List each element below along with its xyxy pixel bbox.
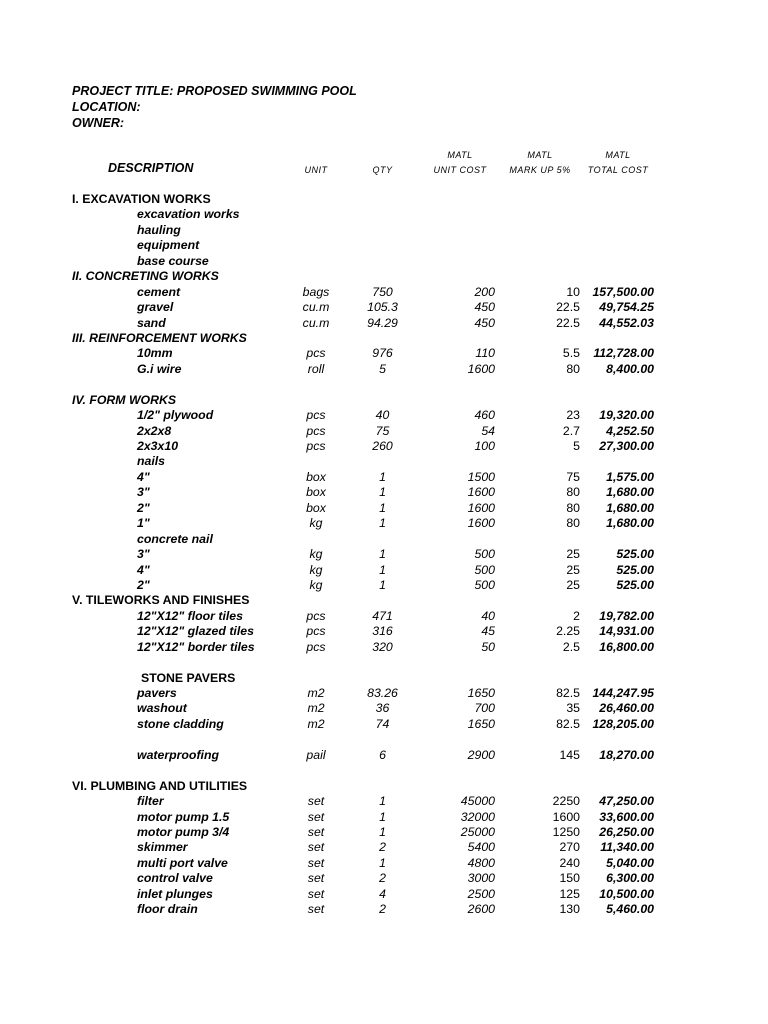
item-unit: set: [307, 855, 325, 870]
item-unit-cost: 700: [474, 701, 495, 716]
item-quantity: 1: [379, 500, 386, 515]
item-total-cost: 11,340.00: [600, 840, 654, 855]
table-row: [0, 686, 768, 701]
item-unit-cost: 32000: [460, 809, 495, 824]
item-total-cost: 5,040.00: [606, 855, 654, 870]
item-unit-cost: 45000: [460, 794, 495, 809]
column-header-total: TOTAL COST: [587, 165, 649, 175]
item-markup: 2250: [552, 794, 580, 809]
item-unit-cost: 500: [474, 562, 495, 577]
item-quantity: 6: [379, 747, 386, 762]
item-description: 2x2x8: [137, 423, 172, 438]
item-markup: 23: [566, 408, 580, 423]
item-description: 12"X12" border tiles: [137, 639, 255, 654]
item-description: IV. FORM WORKS: [72, 392, 177, 407]
item-description: concrete nail: [137, 531, 213, 546]
item-description: filter: [137, 794, 164, 809]
item-markup: 80: [566, 500, 580, 515]
item-markup: 25: [566, 577, 580, 592]
item-unit: box: [306, 485, 326, 500]
item-unit-cost: 2900: [467, 747, 495, 762]
item-total-cost: 10,500.00: [599, 886, 654, 901]
section-heading-row: [0, 269, 768, 284]
item-markup: 150: [559, 871, 580, 886]
item-markup: 5.5: [562, 346, 580, 361]
section-heading-row: [0, 192, 768, 207]
column-header-unit-cost-top: MATL: [447, 150, 473, 160]
item-markup: 1250: [552, 824, 580, 839]
table-row: [0, 825, 768, 840]
item-quantity: 2: [379, 902, 386, 917]
column-header-markup-top: MATL: [527, 150, 553, 160]
item-unit: set: [307, 871, 325, 886]
item-quantity: 2: [379, 840, 386, 855]
table-row: [0, 810, 768, 825]
item-description: 2": [137, 577, 150, 592]
owner-label: OWNER:: [72, 116, 125, 130]
item-unit: m2: [307, 686, 325, 700]
table-row: [0, 316, 768, 331]
item-markup: 125: [559, 886, 580, 901]
item-description: 12"X12" glazed tiles: [137, 624, 254, 639]
item-markup: 82.5: [556, 686, 580, 700]
item-description: I. EXCAVATION WORKS: [72, 192, 211, 206]
item-markup: 2.7: [562, 423, 580, 438]
item-quantity: 1: [379, 469, 386, 484]
item-total-cost: 1,680.00: [606, 485, 654, 500]
table-row: [0, 362, 768, 377]
item-total-cost: 157,500.00: [592, 284, 654, 299]
item-quantity: 1: [379, 516, 386, 531]
item-unit: pcs: [306, 346, 326, 361]
table-row: [0, 424, 768, 439]
item-quantity: 94.29: [367, 315, 398, 330]
item-description: VI. PLUMBING AND UTILITIES: [72, 778, 248, 793]
item-total-cost: 49,754.25: [599, 300, 654, 315]
table-row: [0, 501, 768, 516]
item-unit-cost: 100: [474, 439, 495, 453]
table-row: [0, 346, 768, 361]
blank-row: [0, 655, 768, 670]
column-header-unit: UNIT: [304, 165, 328, 175]
item-markup: 25: [566, 547, 580, 562]
table-row: [0, 439, 768, 454]
project-title: PROJECT TITLE: PROPOSED SWIMMING POOL: [72, 84, 357, 98]
item-total-cost: 19,320.00: [599, 408, 654, 423]
item-total-cost: 1,680.00: [606, 500, 654, 515]
item-quantity: 471: [372, 608, 393, 623]
item-description: 2": [137, 500, 150, 515]
item-unit: pail: [306, 747, 326, 762]
item-unit-cost: 3000: [467, 871, 495, 886]
item-total-cost: 112,728.00: [593, 346, 654, 361]
item-unit: pcs: [306, 639, 326, 654]
item-unit-cost: 25000: [460, 824, 495, 839]
item-total-cost: 18,270.00: [599, 747, 654, 762]
item-total-cost: 525.00: [616, 547, 654, 562]
item-markup: 80: [566, 361, 580, 376]
item-unit: set: [307, 902, 325, 917]
item-unit: kg: [309, 516, 323, 531]
section-heading-row: [0, 393, 768, 408]
item-description: 4": [137, 562, 150, 577]
table-row: [0, 238, 768, 253]
table-row: [0, 887, 768, 902]
item-unit: bags: [302, 284, 330, 299]
item-description: pavers: [137, 686, 177, 700]
item-description: G.i wire: [137, 361, 182, 376]
item-markup: 2.25: [556, 624, 580, 639]
item-unit-cost: 450: [474, 315, 495, 330]
table-row: [0, 254, 768, 269]
section-heading-row: [0, 779, 768, 794]
item-markup: 270: [559, 840, 580, 855]
table-row: [0, 624, 768, 639]
item-description: gravel: [137, 300, 174, 315]
item-unit-cost: 500: [474, 577, 495, 592]
item-unit-cost: 1500: [467, 469, 495, 484]
item-description: multi port valve: [137, 855, 228, 870]
item-total-cost: 144,247.95: [592, 686, 654, 700]
item-description: V. TILEWORKS AND FINISHES: [72, 593, 250, 608]
item-markup: 5: [573, 439, 580, 453]
item-description: II. CONCRETING WORKS: [72, 269, 219, 284]
item-total-cost: 16,800.00: [599, 639, 654, 654]
item-unit-cost: 1600: [467, 516, 495, 531]
item-unit: box: [306, 469, 326, 484]
item-description: 1/2" plywood: [137, 408, 214, 423]
column-header-qty: QTY: [372, 165, 393, 175]
item-unit: pcs: [306, 408, 326, 423]
item-total-cost: 44,552.03: [599, 315, 654, 330]
item-quantity: 1: [379, 547, 386, 562]
item-unit-cost: 40: [481, 608, 495, 623]
item-description: 2x3x10: [137, 439, 179, 453]
item-unit: set: [307, 794, 325, 809]
item-description: waterproofing: [137, 747, 219, 762]
item-description: 3": [137, 485, 150, 500]
item-total-cost: 5,460.00: [606, 902, 654, 917]
location-label: LOCATION:: [72, 100, 141, 114]
table-row: [0, 578, 768, 593]
item-markup: 80: [566, 516, 580, 531]
item-unit: kg: [309, 577, 323, 592]
item-description: hauling: [137, 222, 181, 237]
item-quantity: 976: [372, 346, 393, 361]
item-description: STONE PAVERS: [141, 670, 236, 685]
table-row: [0, 485, 768, 500]
item-total-cost: 14,931.00: [599, 624, 654, 639]
item-total-cost: 1,575.00: [606, 469, 654, 484]
section-heading-row: [0, 593, 768, 608]
item-quantity: 4: [379, 886, 386, 901]
item-unit-cost: 460: [474, 408, 495, 423]
column-header-total-top: MATL: [605, 150, 631, 160]
item-description: 1": [137, 516, 150, 531]
item-quantity: 40: [375, 408, 390, 423]
item-unit: cu.m: [302, 315, 330, 330]
item-quantity: 1: [379, 794, 386, 809]
table-row: [0, 748, 768, 763]
item-markup: 82.5: [556, 716, 580, 731]
item-unit-cost: 200: [474, 284, 495, 299]
item-quantity: 2: [379, 871, 386, 886]
item-quantity: 1: [379, 855, 386, 870]
item-description: skimmer: [137, 840, 188, 855]
item-description: 12"X12" floor tiles: [137, 608, 243, 623]
table-row: [0, 671, 768, 686]
table-row: [0, 902, 768, 917]
item-description: nails: [137, 454, 166, 469]
item-unit: set: [307, 824, 325, 839]
item-total-cost: 26,460.00: [599, 701, 654, 716]
item-total-cost: 525.00: [616, 577, 654, 592]
item-description: floor drain: [137, 902, 198, 917]
item-quantity: 316: [372, 624, 393, 639]
item-quantity: 1: [379, 562, 386, 577]
item-total-cost: 1,680.00: [606, 516, 654, 531]
table-row: [0, 794, 768, 809]
item-total-cost: 26,250.00: [599, 824, 654, 839]
column-header-unit-cost: UNIT COST: [433, 165, 487, 175]
item-unit-cost: 4800: [467, 855, 495, 870]
item-unit-cost: 500: [474, 547, 495, 562]
item-unit-cost: 1650: [467, 686, 495, 700]
item-markup: 22.5: [556, 300, 580, 315]
blank-row: [0, 763, 768, 778]
item-total-cost: 128,205.00: [592, 716, 654, 731]
item-description: cement: [137, 284, 181, 299]
table-row: [0, 856, 768, 871]
item-description: motor pump 3/4: [137, 824, 230, 839]
item-unit-cost: 1600: [467, 361, 495, 376]
item-total-cost: 47,250.00: [599, 794, 654, 809]
item-unit: pcs: [306, 423, 326, 438]
item-quantity: 105.3: [367, 300, 398, 315]
item-description: sand: [137, 315, 166, 330]
table-row: [0, 563, 768, 578]
item-unit-cost: 2600: [467, 902, 495, 917]
item-description: 4": [137, 469, 150, 484]
item-total-cost: 4,252.50: [606, 423, 654, 438]
item-markup: 130: [559, 902, 580, 917]
item-unit-cost: 450: [474, 300, 495, 315]
item-total-cost: 19,782.00: [599, 608, 654, 623]
table-row: [0, 470, 768, 485]
item-markup: 145: [559, 747, 580, 762]
item-markup: 25: [566, 562, 580, 577]
item-total-cost: 27,300.00: [599, 439, 654, 453]
table-row: [0, 640, 768, 655]
table-row: [0, 223, 768, 238]
item-unit: set: [307, 840, 325, 855]
column-header-description: DESCRIPTION: [108, 161, 194, 175]
item-description: control valve: [137, 871, 213, 886]
item-unit: box: [306, 500, 326, 515]
item-markup: 75: [566, 469, 580, 484]
item-unit-cost: 110: [475, 346, 495, 361]
table-row: [0, 871, 768, 886]
item-unit: kg: [309, 562, 323, 577]
table-row: [0, 516, 768, 531]
estimate-table-body: [0, 192, 768, 918]
item-unit: m2: [307, 701, 325, 716]
item-total-cost: 33,600.00: [599, 809, 654, 824]
item-quantity: 1: [379, 809, 386, 824]
item-description: base course: [137, 253, 209, 268]
item-markup: 1600: [552, 809, 580, 824]
item-description: excavation works: [137, 207, 240, 222]
item-quantity: 5: [379, 361, 386, 376]
item-description: washout: [137, 701, 187, 716]
item-unit: set: [307, 886, 325, 901]
item-quantity: 74: [375, 716, 390, 731]
item-quantity: 75: [375, 423, 390, 438]
item-unit: roll: [307, 361, 325, 376]
table-row: [0, 547, 768, 562]
item-total-cost: 8,400.00: [606, 361, 654, 376]
table-row: [0, 532, 768, 547]
item-unit: pcs: [306, 439, 326, 453]
item-description: inlet plunges: [137, 886, 213, 901]
item-total-cost: 6,300.00: [606, 871, 654, 886]
item-description: equipment: [137, 238, 200, 253]
item-description: III. REINFORCEMENT WORKS: [72, 330, 247, 345]
item-unit: cu.m: [302, 300, 330, 315]
item-unit-cost: 1600: [467, 500, 495, 515]
table-row: [0, 454, 768, 469]
table-row: [0, 285, 768, 300]
table-row: [0, 701, 768, 716]
column-header-markup: MARK UP 5%: [509, 165, 571, 175]
item-quantity: 750: [372, 284, 393, 299]
item-unit: pcs: [306, 608, 326, 623]
item-markup: 10: [566, 284, 580, 299]
table-row: [0, 840, 768, 855]
item-unit: pcs: [306, 624, 326, 639]
item-unit-cost: 1600: [467, 485, 495, 500]
table-row: [0, 408, 768, 423]
item-unit-cost: 54: [481, 423, 495, 438]
item-quantity: 1: [379, 485, 386, 500]
item-unit-cost: 45: [481, 624, 495, 639]
table-row: [0, 717, 768, 732]
item-quantity: 36: [375, 701, 390, 716]
item-description: 10mm: [137, 346, 173, 361]
item-unit-cost: 1650: [467, 716, 495, 731]
item-quantity: 1: [379, 824, 386, 839]
item-markup: 240: [559, 855, 580, 870]
item-quantity: 1: [379, 577, 386, 592]
item-unit: m2: [307, 716, 325, 731]
item-unit-cost: 2500: [467, 886, 495, 901]
item-description: stone cladding: [137, 716, 224, 731]
item-markup: 2: [573, 608, 580, 623]
item-markup: 80: [566, 485, 580, 500]
item-quantity: 260: [372, 439, 393, 453]
item-total-cost: 525.00: [616, 562, 654, 577]
item-unit-cost: 5400: [467, 840, 495, 855]
item-markup: 2.5: [562, 639, 580, 654]
item-quantity: 83.26: [367, 686, 398, 700]
table-row: [0, 609, 768, 624]
item-unit: set: [307, 809, 325, 824]
item-markup: 22.5: [556, 315, 580, 330]
item-markup: 35: [566, 701, 580, 716]
item-unit-cost: 50: [481, 639, 495, 654]
item-quantity: 320: [372, 639, 393, 654]
table-row: [0, 207, 768, 222]
blank-row: [0, 732, 768, 747]
section-heading-row: [0, 331, 768, 346]
blank-row: [0, 377, 768, 392]
item-description: motor pump 1.5: [137, 809, 230, 824]
item-unit: kg: [309, 547, 323, 562]
table-row: [0, 300, 768, 315]
item-description: 3": [137, 547, 150, 562]
